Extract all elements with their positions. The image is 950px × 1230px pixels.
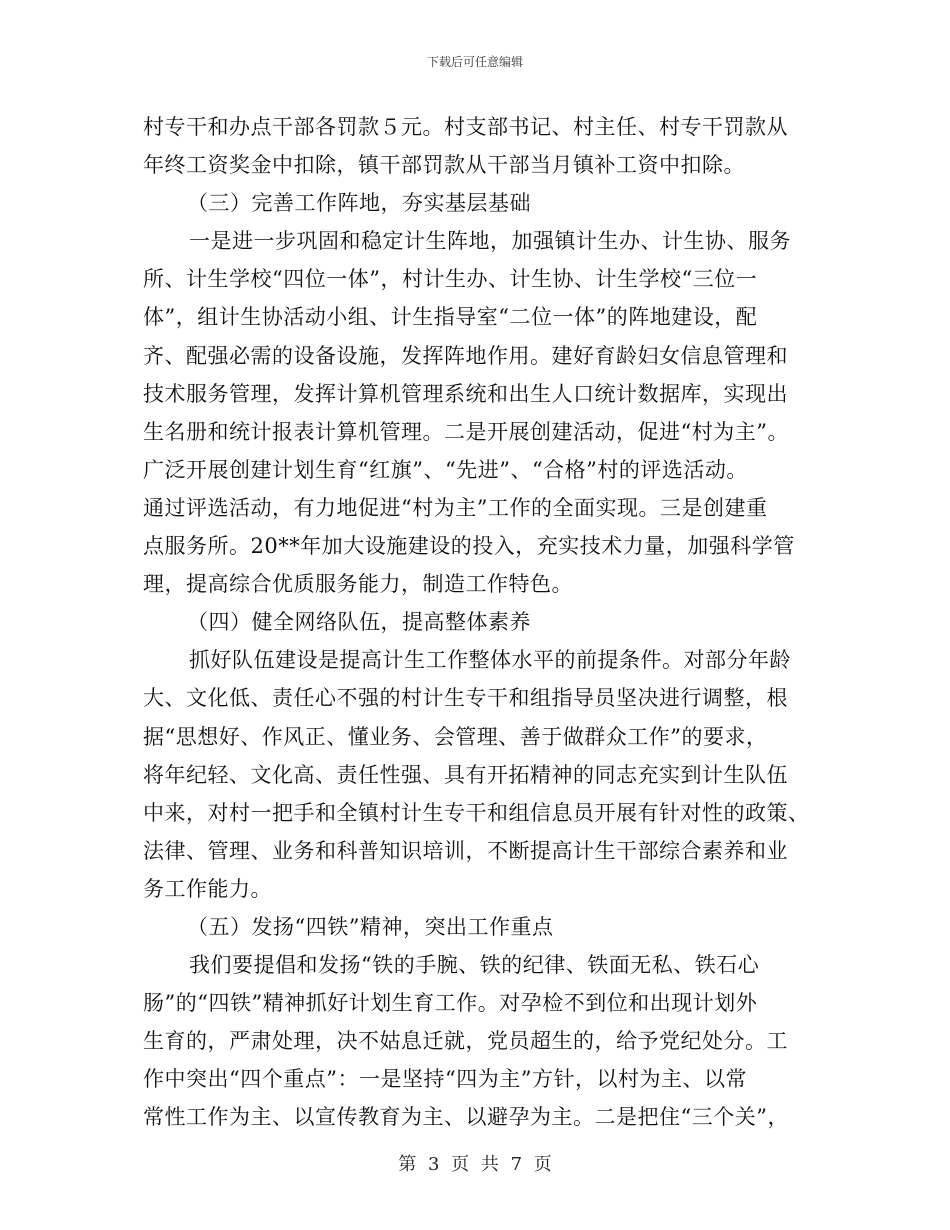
text-line: 所、计生学校“四位一体”，村计生办、计生协、计生学校“三位一 [143, 267, 758, 292]
text-line: 务工作能力。 [143, 876, 272, 901]
section-heading: （五）发扬“四铁”精神，突出工作重点 [187, 914, 554, 939]
text-line: 技术服务管理，发挥计算机管理系统和出生人口统计数据库，实现出 [143, 381, 788, 406]
text-line: 村专干和办点干部各罚款５元。村支部书记、村主任、村专干罚款从 [143, 115, 788, 139]
text-line: 齐、配强必需的设备设施，发挥阵地作用。建好育龄妇女信息管理和 [143, 343, 788, 368]
section-heading: （四）健全网络队伍，提高整体素养 [187, 610, 531, 635]
text-line: 广泛开展创建计划生育“红旗”、“先进”、“合格”村的评选活动。 [143, 457, 748, 482]
header-note: 下载后可任意编辑 [426, 55, 523, 69]
text-line: 理，提高综合优质服务能力，制造工作特色。 [143, 572, 573, 597]
text-line: 体”，组计生协活动小组、计生指导室“二位一体”的阵地建设，配 [143, 305, 758, 330]
paragraph-first-line: 我们要提倡和发扬“铁的手腕、铁的纪律、铁面无私、铁石心 [189, 953, 760, 978]
text-line: 法律、管理、业务和科普知识培训，不断提高计生干部综合素养和业 [143, 838, 788, 863]
document-body [143, 108, 813, 1137]
text-line: 据“思想好、作风正、懂业务、会管理、善于做群众工作”的要求， [143, 724, 768, 749]
text-line: 生育的，严肃处理，决不姑息迁就，党员超生的，给予党纪处分。工 [143, 1029, 788, 1054]
text-line: 将年纪轻、文化高、责任性强、具有开拓精神的同志充实到计生队伍 [143, 762, 788, 787]
text-line: 年终工资奖金中扣除，镇干部罚款从干部当月镇补工资中扣除。 [143, 153, 745, 178]
text-line: 大、文化低、责任心不强的村计生专干和组指导员坚决进行调整，根 [143, 686, 788, 711]
paragraph-first-line: 一是进一步巩固和稳定计生阵地，加强镇计生办、计生协、服务 [189, 229, 791, 254]
text-line: 生名册和统计报表计算机管理。二是开展创建活动，促进“村为主”。 [143, 419, 789, 444]
section-heading: （三）完善工作阵地，夯实基层基础 [187, 191, 531, 216]
text-line: 通过评选活动，有力地促进“村为主”工作的全面实现。三是创建重 [143, 495, 768, 520]
text-line: 点服务所。20**年加大设施建设的投入，充实技术力量，加强科学管 [143, 534, 795, 559]
text-line: 常性工作为主、以宣传教育为主、以避孕为主。二是把住“三个关”， [143, 1105, 789, 1130]
page-number-footer: 第 3 页 共 7 页 [398, 1154, 552, 1175]
text-line: 中来，对村一把手和全镇村计生专干和组信息员开展有针对性的政策、 [143, 800, 810, 825]
text-line: 肠”的“四铁”精神抓好计划生育工作。对孕检不到位和出现计划外 [143, 991, 758, 1016]
text-line: 作中突出“四个重点”：一是坚持“四为主”方针，以村为主、以常 [143, 1067, 747, 1092]
paragraph-first-line: 抓好队伍建设是提高计生工作整体水平的前提条件。对部分年龄 [189, 648, 791, 673]
